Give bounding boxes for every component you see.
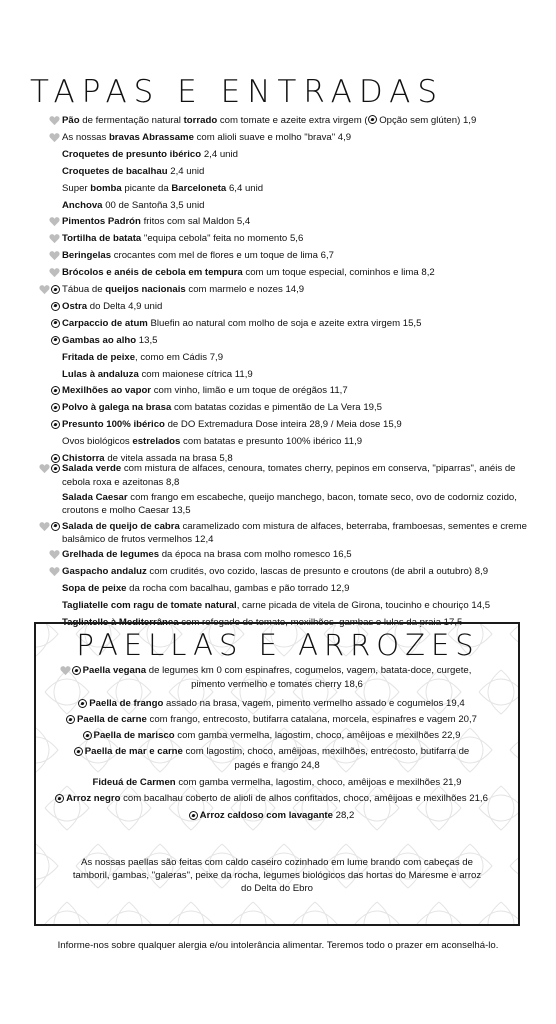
heart-icon — [39, 463, 50, 474]
menu-item — [62, 317, 421, 331]
item-desc: com frango em escabeche, queijo manchego, bacon, tomate seco, ovo de codorniz cozido, croutons e molho Caesar — [62, 491, 517, 517]
item-text-a: Pimentos Padrón — [62, 216, 141, 228]
vegetarian-icon — [55, 794, 64, 803]
item-price: 5,8 — [219, 453, 233, 464]
diet-icons — [36, 385, 60, 397]
diet-icons — [36, 267, 60, 279]
item-price: 14,9 — [285, 284, 305, 295]
vegetarian-icon — [368, 115, 377, 124]
diet-icons — [36, 318, 60, 330]
heart-icon — [39, 284, 50, 295]
item-name: Paella de frango — [89, 698, 164, 709]
item-price: 5,6 — [289, 233, 304, 245]
diet-icons — [36, 566, 60, 578]
pattern-motif — [45, 902, 89, 926]
vegetarian-icon — [51, 386, 60, 395]
paella-item — [34, 697, 520, 711]
item-text-a: Croquetes de presunto ibérico — [62, 148, 202, 160]
paellas-note: As nossas paellas são feitas com caldo caseiro cozinhado em lume brando com cabeças de tamboril, gambas, "galeras", peixe da rocha, legumes biológicos das hortas do Maresme e arroz do Delta do Ebro — [72, 857, 482, 894]
item-text-b: Ovos biológicos — [62, 436, 133, 448]
item-price: 19,4 — [446, 698, 465, 709]
paella-item — [34, 713, 520, 727]
item-price: 6,4 unid — [228, 182, 264, 194]
item-desc: com frango, entrecosto, butifarra catalana, morcela, espinafres e vagem — [146, 714, 456, 725]
item-price: 20,7 — [458, 714, 477, 725]
diet-icons — [40, 793, 64, 805]
item-text-a: Pão — [62, 115, 80, 126]
vegetarian-icon — [51, 454, 60, 463]
item-text-b: com vinho, limão e um toque de orégãos — [151, 385, 328, 397]
menu-item — [62, 199, 204, 213]
diet-icons — [36, 521, 60, 533]
vegetarian-icon — [51, 464, 60, 473]
item-price: 8,9 — [474, 565, 489, 577]
menu-item — [62, 182, 263, 196]
item-text-d: com alioli suave e molho "brava" — [193, 131, 336, 143]
menu-item — [62, 114, 476, 129]
menu-item — [62, 283, 304, 297]
pattern-motif — [169, 902, 213, 926]
item-price: 4,9 unid — [128, 300, 163, 312]
menu-item — [62, 565, 488, 579]
item-text-a: Carpaccio de atum — [62, 317, 148, 329]
item-text-b: com batatas cozidas e pimentão de La Vera — [171, 402, 361, 414]
item-text-b: com um toque especial, cominhos e lima — [242, 267, 419, 279]
item-text-a: Polvo à galega na brasa — [62, 402, 172, 414]
allergy-footer: Informe-nos sobre qualquer alergia e/ou intolerância alimentar. Teremos todo o prazer em aconselhá-lo. — [57, 940, 499, 951]
item-price: 11,9 — [234, 368, 253, 380]
item-desc: da época na brasa com molho romesco — [159, 549, 331, 560]
menu-item — [62, 418, 402, 432]
diet-icons — [36, 284, 60, 296]
vegetarian-icon — [83, 731, 92, 740]
diet-icons — [36, 419, 60, 431]
item-desc: com refogado de tomate, mexilhões, gambas e lulas da praia — [178, 616, 441, 628]
vegetarian-icon — [51, 319, 60, 328]
item-desc: com bacalhau coberto de alioli de alhos confitados, choco, amêijoas e mexilhões — [120, 793, 467, 804]
item-text-c: estrelados — [132, 436, 181, 448]
item-text-a: Beringelas — [62, 250, 112, 262]
item-name: Salada Caesar — [62, 491, 128, 503]
item-text-b: de vitela assada na brasa — [104, 453, 217, 464]
diet-icons — [36, 402, 60, 414]
item-price: 3,5 unid — [170, 199, 205, 211]
item-name: Salada de queijo de cabra — [62, 520, 180, 532]
diet-icons — [57, 665, 81, 677]
diet-icons — [36, 216, 60, 228]
item-text-a: Anchova — [62, 199, 103, 211]
item-text-c: bravas Abrassame — [108, 131, 194, 143]
paella-item — [34, 664, 520, 691]
item-text-c: bomba — [90, 182, 122, 194]
item-desc: com gamba vermelha, lagostim, choco, amêijoas e mexilhões — [174, 730, 440, 741]
item-text-d: com tomate e azeite extra virgem ( — [217, 115, 368, 126]
item-price: 21,6 — [469, 793, 488, 804]
heart-icon — [49, 549, 60, 560]
item-name: Arroz caldoso com lavagante — [199, 810, 333, 821]
diet-icons — [36, 233, 60, 245]
item-price: 11,9 — [344, 436, 363, 448]
menu-item — [62, 368, 253, 382]
diet-icons — [59, 746, 83, 758]
item-text-c: queijos nacionais — [105, 284, 186, 295]
item-price: 2,4 unid — [203, 148, 238, 160]
menu-item — [62, 232, 303, 246]
menu-item — [62, 215, 250, 229]
vegetarian-icon — [78, 699, 87, 708]
heart-icon — [60, 665, 71, 676]
item-desc: assado na brasa, vagem, pimento vermelho assado e cogumelos — [163, 698, 444, 709]
item-text-b: Tábua de — [62, 284, 106, 295]
item-text-a: Brócolos e anéis de cebola em tempura — [62, 267, 243, 279]
item-price: 7,9 — [209, 351, 224, 363]
item-desc-cont: pagés e frango — [234, 759, 299, 771]
vegetarian-icon — [189, 811, 198, 820]
pattern-motif — [231, 902, 275, 926]
diet-icons — [36, 335, 60, 347]
item-price: 11,7 — [329, 385, 348, 397]
vegetarian-icon — [51, 285, 60, 294]
menu-item — [62, 599, 490, 613]
menu-item — [62, 401, 382, 415]
item-text-a: Croquetes de bacalhau — [62, 165, 168, 177]
item-name: Salada verde — [62, 463, 122, 474]
item-price: 8,8 — [166, 476, 180, 488]
diet-icons — [174, 810, 198, 822]
item-price: 28,9 / Meia dose 15,9 — [309, 419, 402, 431]
item-text-e: Opção sem glúten) — [376, 115, 461, 126]
item-text-a: Tortilha de batata — [62, 233, 142, 245]
item-name: Paella de mar e carne — [84, 746, 183, 757]
item-text-b: de fermentação natural — [79, 115, 184, 126]
item-price: 12,4 — [194, 534, 214, 546]
item-name: Fideuá de Carmen — [92, 777, 176, 788]
item-desc: com crudités, ovo cozido, lascas de presunto e croutons (de abril a outubro) — [146, 565, 473, 577]
vegetarian-icon — [51, 420, 60, 429]
item-desc: com lagostim, choco, amêijoas, mexilhões, entrecosto, butifarra de — [182, 746, 470, 757]
menu-item — [62, 548, 352, 562]
item-price: 8,2 — [421, 267, 435, 279]
tapas-title: TAPAS E ENTRADAS — [30, 74, 445, 110]
item-price: 12,9 — [330, 582, 350, 594]
item-price: 4,9 — [337, 131, 352, 143]
menu-item — [62, 300, 162, 314]
item-price: 2,4 unid — [170, 165, 205, 177]
menu-item — [62, 148, 238, 162]
item-text-a: Gambas ao alho — [62, 334, 137, 346]
pattern-motif — [417, 902, 461, 926]
item-price: 14,5 — [471, 599, 491, 611]
item-text-c: torrado — [183, 115, 218, 126]
paella-item — [34, 809, 520, 823]
diet-icons — [36, 301, 60, 313]
item-text-a: Presunto 100% ibérico — [62, 419, 165, 431]
menu-item — [62, 384, 348, 398]
item-price: 13,5 — [171, 505, 191, 517]
item-price: 15,5 — [402, 317, 422, 329]
vegetarian-icon — [66, 715, 75, 724]
heart-icon — [49, 267, 60, 278]
pattern-motif — [107, 902, 151, 926]
item-text-b: crocantes com mel de flores e um toque de lima — [111, 250, 318, 262]
menu-item — [62, 462, 532, 489]
item-name: Paella de carne — [77, 714, 147, 725]
item-text-e: Barceloneta — [171, 182, 227, 194]
paella-item — [34, 792, 520, 806]
item-text-b: fritos com sal Maldon — [140, 216, 235, 228]
item-price: 18,6 — [344, 678, 363, 690]
diet-icons — [51, 714, 75, 726]
paellas-title: PAELLAS E ARROZES — [76, 628, 480, 662]
item-price: 24,8 — [301, 759, 320, 771]
menu-item — [62, 249, 334, 263]
heart-icon — [49, 233, 60, 244]
item-name: Tagliatelle à Mediterrânea — [62, 616, 179, 628]
menu-item — [62, 131, 351, 145]
item-text-b: As nossas — [62, 131, 109, 143]
menu-item — [62, 266, 435, 280]
vegetarian-icon — [51, 403, 60, 412]
diet-icons — [36, 132, 60, 144]
item-price: 28,2 — [335, 810, 355, 821]
vegetarian-icon — [51, 336, 60, 345]
item-text-b: com maionese cítrica — [138, 368, 233, 380]
item-desc: caramelizado com mistura de alfaces, beterraba, framboesas, sementes e creme balsâmico de frutos vermelhos — [62, 520, 527, 546]
paella-item — [34, 776, 520, 790]
item-price: 6,7 — [320, 250, 334, 262]
item-text-a: Ostra — [62, 300, 88, 312]
item-price: 5,4 — [236, 216, 251, 228]
pattern-motif — [355, 902, 399, 926]
heart-icon — [49, 132, 60, 143]
diet-icons — [36, 250, 60, 262]
vegetarian-icon — [51, 302, 60, 311]
item-text-b: Super — [62, 182, 91, 194]
item-name: Arroz negro — [66, 793, 121, 804]
diet-icons — [36, 115, 60, 127]
item-text-a: Mexilhões ao vapor — [62, 385, 152, 397]
item-text-a: Fritada de peixe — [62, 351, 136, 363]
item-text-b: do Delta — [87, 300, 126, 312]
item-price: 1,9 — [462, 115, 477, 126]
vegetarian-icon — [72, 666, 81, 675]
heart-icon — [49, 250, 60, 261]
item-price: 16,5 — [332, 549, 352, 560]
item-price: 13,5 — [138, 334, 158, 346]
item-desc: com gamba vermelha, lagostim, choco, amêijoas e mexilhões — [175, 777, 441, 788]
item-name: Tagliatelle com ragu de tomate natural — [62, 599, 237, 611]
item-name: Sopa de peixe — [62, 582, 127, 594]
menu-item — [62, 491, 532, 518]
item-desc: da rocha com bacalhau, gambas e pão torrado — [126, 582, 329, 594]
item-text-b: 00 de Santoña — [102, 199, 168, 211]
diet-icons — [68, 730, 92, 742]
diet-icons — [63, 698, 87, 710]
diet-icons — [36, 463, 60, 475]
menu-item — [62, 582, 349, 596]
item-desc: de legumes km 0 com espinafres, cogumelos, vagem, batata-doce, curgete, — [146, 665, 472, 676]
paella-item — [34, 729, 520, 743]
pattern-motif — [510, 844, 520, 888]
item-price: 19,5 — [363, 402, 382, 414]
item-text-b: de DO Extremadura Dose inteira — [164, 419, 307, 431]
heart-icon — [39, 521, 50, 532]
menu-item — [62, 435, 362, 449]
item-text-d: com marmelo e nozes — [185, 284, 283, 295]
heart-icon — [49, 216, 60, 227]
item-text-b: Bluefin ao natural com molho de soja e azeite extra virgem — [147, 317, 401, 329]
item-text-b: "equipa cebola" feita no momento — [141, 233, 288, 245]
diet-icons — [36, 549, 60, 561]
item-desc: com mistura de alfaces, cenoura, tomates cherry, pepinos em conserva, "piparras", anéis de cebola roxa e azeitonas — [62, 463, 516, 488]
menu-item — [62, 351, 223, 365]
item-desc-cont: pimento vermelho e tomates cherry — [191, 678, 342, 690]
vegetarian-icon — [74, 747, 83, 756]
item-price: 21,9 — [442, 777, 462, 788]
item-text-a: Lulas à andaluza — [62, 368, 139, 380]
item-price: 17,5 — [443, 616, 463, 628]
paella-item — [34, 745, 520, 772]
item-name: Gaspacho andaluz — [62, 565, 147, 577]
menu-item — [62, 334, 157, 348]
item-price: 22,9 — [441, 730, 461, 741]
vegetarian-icon — [51, 522, 60, 531]
item-text-a: Chistorra — [62, 453, 105, 464]
menu-item — [62, 165, 204, 179]
menu-item — [62, 520, 532, 547]
item-text-d: com batatas e presunto 100% ibérico — [180, 436, 342, 448]
pattern-motif — [36, 844, 58, 888]
item-name: Paella de marisco — [93, 730, 175, 741]
pattern-motif — [293, 902, 337, 926]
heart-icon — [49, 566, 60, 577]
pattern-motif — [479, 902, 520, 926]
item-name: Paella vegana — [82, 665, 147, 676]
item-desc: , carne picada de vitela de Girona, toucinho e chouriço — [236, 599, 469, 611]
heart-icon — [49, 115, 60, 126]
item-name: Grelhada de legumes — [62, 549, 160, 560]
item-text-d: picante da — [121, 182, 172, 194]
item-text-b: , como em Cádis — [135, 351, 208, 363]
